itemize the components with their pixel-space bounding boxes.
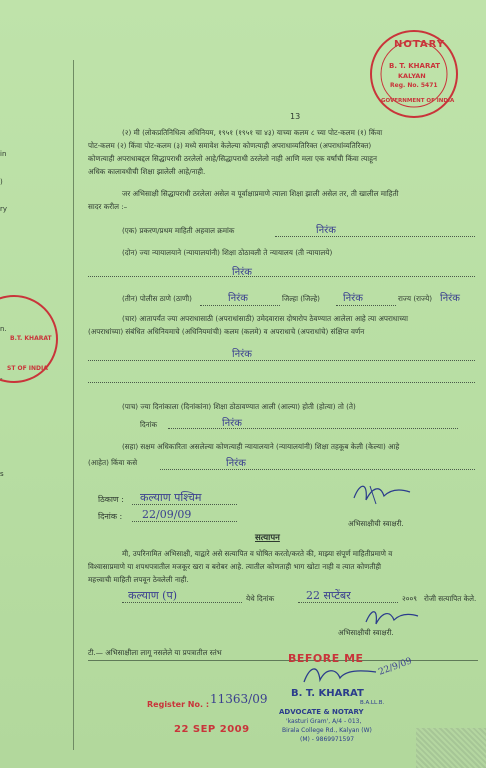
edge-text: - [0, 375, 3, 383]
notary-ring: GOVERNMENT OF INDIA [381, 98, 455, 104]
dotted-line [200, 305, 280, 306]
deponent-signature-label: अभिसाक्षीची स्वाक्षरी. [348, 519, 404, 528]
seal-date: 22 SEP 2009 [174, 724, 250, 735]
item-teen-value-a: निरंक [228, 293, 248, 304]
dotted-line [88, 360, 475, 361]
item-ek-label: (एक) प्रकरण/प्रथम माहिती अहवाल क्रमांक [122, 226, 235, 235]
verification-date-value: 22 सप्टेंबर [306, 589, 351, 602]
para3-line1: जर अभिसाक्षी सिद्धापराधी ठरलेला असेल व पूर्वाक्षाप्रमाणे त्याला शिक्षा झाली असेल तर, ती खालील माहिती [122, 189, 399, 198]
item-saha-value: निरंक [226, 458, 246, 469]
notary-stamp-left [0, 295, 58, 383]
place-value: कल्याण पश्चिम [140, 491, 202, 504]
para2-line2: पोट-कलम (२) किंवा पोट-कलम (३) मध्ये समावेश केलेल्या कोणत्याही अपराधाव्यतिरिक्त (अपराधांव्यतिरिक्त) [88, 141, 372, 150]
verification-line2: विश्वासाप्रमाणे या शपथपत्रातील मजकूर खरा व बरोबर आहे. त्यातील कोणताही भाग खोटा नाही व त्यात कोणतीही [88, 562, 382, 571]
dotted-line [132, 504, 237, 505]
notary-left-name: B.T. KHARAT [10, 335, 52, 342]
notary-city: KALYAN [398, 72, 426, 80]
margin-line [73, 60, 74, 750]
verification-line3: महत्त्वाची माहिती लपवून ठेवलेली नाही. [88, 575, 189, 584]
verification-line4-a: येथे दिनांक [246, 594, 275, 603]
before-me: BEFORE ME [288, 652, 364, 665]
page-number: 13 [290, 112, 301, 121]
dotted-line [160, 469, 475, 470]
dotted-line [122, 602, 242, 603]
notary-block-degree: B.A.LL.B. [360, 700, 385, 706]
deponent-signature [350, 478, 420, 508]
notary-signature [300, 660, 380, 690]
edge-text: ) [0, 178, 3, 186]
edge-text: n. [0, 325, 7, 333]
notary-block-name: B. T. KHARAT [291, 688, 364, 699]
verification-line1: मी, उपरिनामित अभिसाक्षी, याद्वारे असे सत्यापित व घोषित करतो/करते की, माझ्या संपूर्ण माहितीप्रमाणे व [122, 549, 393, 558]
notary-reg: Reg. No. 5471 [390, 82, 438, 89]
item-pach-label: (पाच) ज्या दिनांकाला (दिनांकांना) शिक्षा ठोठावण्यात आली (आल्या) होती (होत्या) तो (ते) [122, 402, 356, 411]
item-saha-line2: (आहेत) किंवा कसे [88, 458, 138, 467]
verification-line4-b: २००९ [402, 594, 417, 603]
item-teen-value-b: निरंक [343, 293, 363, 304]
register-value: 11363/09 [210, 692, 268, 706]
dotted-line [168, 428, 458, 429]
notary-name: B. T. KHARAT [389, 62, 440, 70]
item-teen-label-b: जिल्हा (जिल्हे) [282, 294, 320, 303]
footnote-rule [88, 660, 478, 661]
edge-text: s [0, 470, 4, 478]
item-saha-line1: (सहा) सक्षम अधिकारिता असलेल्या कोणत्याही न्यायालयाने (न्यायालयांनी) शिक्षा तहकूब केली (केल्या) आहे [122, 442, 400, 451]
edge-text: ry [0, 205, 8, 213]
verification-line4-c: रोजी सत्यापित केले. [424, 594, 477, 603]
dotted-line [88, 382, 475, 383]
item-char-line1: (चार) आतापर्यंत ज्या अपराधासाठी (अपराधांसाठी) उमेदवारास दोषारोप ठेवण्यात आलेला आहे त्या अपराधाच्या [122, 314, 408, 323]
item-char-value: निरंक [232, 349, 252, 360]
para2-line4: अधिक कालावधीची शिक्षा झालेली आहे/नाही. [88, 167, 206, 176]
dotted-line [298, 602, 398, 603]
footnote: टी.— अभिसाक्षीला लागू नसलेले या प्रपत्रातील स्तंभ [88, 648, 222, 657]
para3-line2: सादर करील :– [88, 202, 128, 211]
place-label: ठिकाण : [98, 495, 124, 504]
dotted-line [88, 276, 475, 277]
sign-date: 22/9/09 [377, 656, 414, 678]
deponent-signature-2 [362, 604, 422, 630]
item-teen-value-c: निरंक [440, 293, 460, 304]
notary-block-addr1: 'kasturi Gram', A/4 - 013, [286, 718, 362, 725]
date-label: दिनांक : [98, 512, 123, 521]
notary-title: NOTARY [394, 39, 446, 50]
item-teen-label-a: (तीन) पोलीस ठाणे (ठाणी) [122, 294, 192, 303]
notary-block-phone: (M) - 9869971597 [300, 736, 355, 743]
dotted-line [336, 305, 396, 306]
verification-place-value: कल्याण (प) [128, 589, 177, 602]
register-label: Register No. : [147, 700, 210, 709]
item-don-value: निरंक [232, 267, 252, 278]
dotted-line [132, 521, 237, 522]
edge-text: in [0, 150, 7, 158]
para2-line1: (२) मी (लोकप्रतिनिधित्व अधिनियम, १९५१ (१९५१ चा ४३) याच्या कलम ८ च्या पोट-कलम (१) किंवा [122, 128, 383, 137]
verification-title: सत्यापन [255, 533, 280, 543]
corner-shadow [416, 728, 486, 768]
item-pach-dinank: दिनांक [140, 420, 158, 429]
dotted-line [275, 236, 475, 237]
item-teen-label-c: राज्य (राज्ये) [398, 294, 433, 303]
notary-left-ring: ST OF INDIA [7, 365, 48, 372]
notary-block-title: ADVOCATE & NOTARY [279, 708, 364, 716]
item-don-label: (दोन) ज्या न्यायालयाने (न्यायालयांनी) शिक्षा ठोठावली ते न्यायालय (ती न्यायालये) [122, 248, 333, 257]
notary-block-addr2: Birala College Rd., Kalyan (W) [282, 727, 372, 734]
item-pach-value: निरंक [222, 418, 242, 429]
para2-line3: कोणत्याही अपराधाबद्दल सिद्धापराधी ठरलेलो आहे/सिद्धापराधी ठरलेलो नाही आणि मला एक वर्षांची किंवा त्याहून [88, 154, 377, 163]
item-char-line2: (अपराधांच्या) संबंधित अधिनियमाचे (अधिनियमांची) कलम (कलमे) व अपराधाचे (अपराधांचे) संक्षिप्त वर्णन [88, 327, 365, 336]
item-ek-value: निरंक [316, 225, 336, 236]
date-value: 22/09/09 [142, 508, 192, 521]
notary-stamp-top [370, 30, 458, 118]
deponent-signature-label-2: अभिसाक्षीची स्वाक्षरी. [338, 628, 394, 637]
